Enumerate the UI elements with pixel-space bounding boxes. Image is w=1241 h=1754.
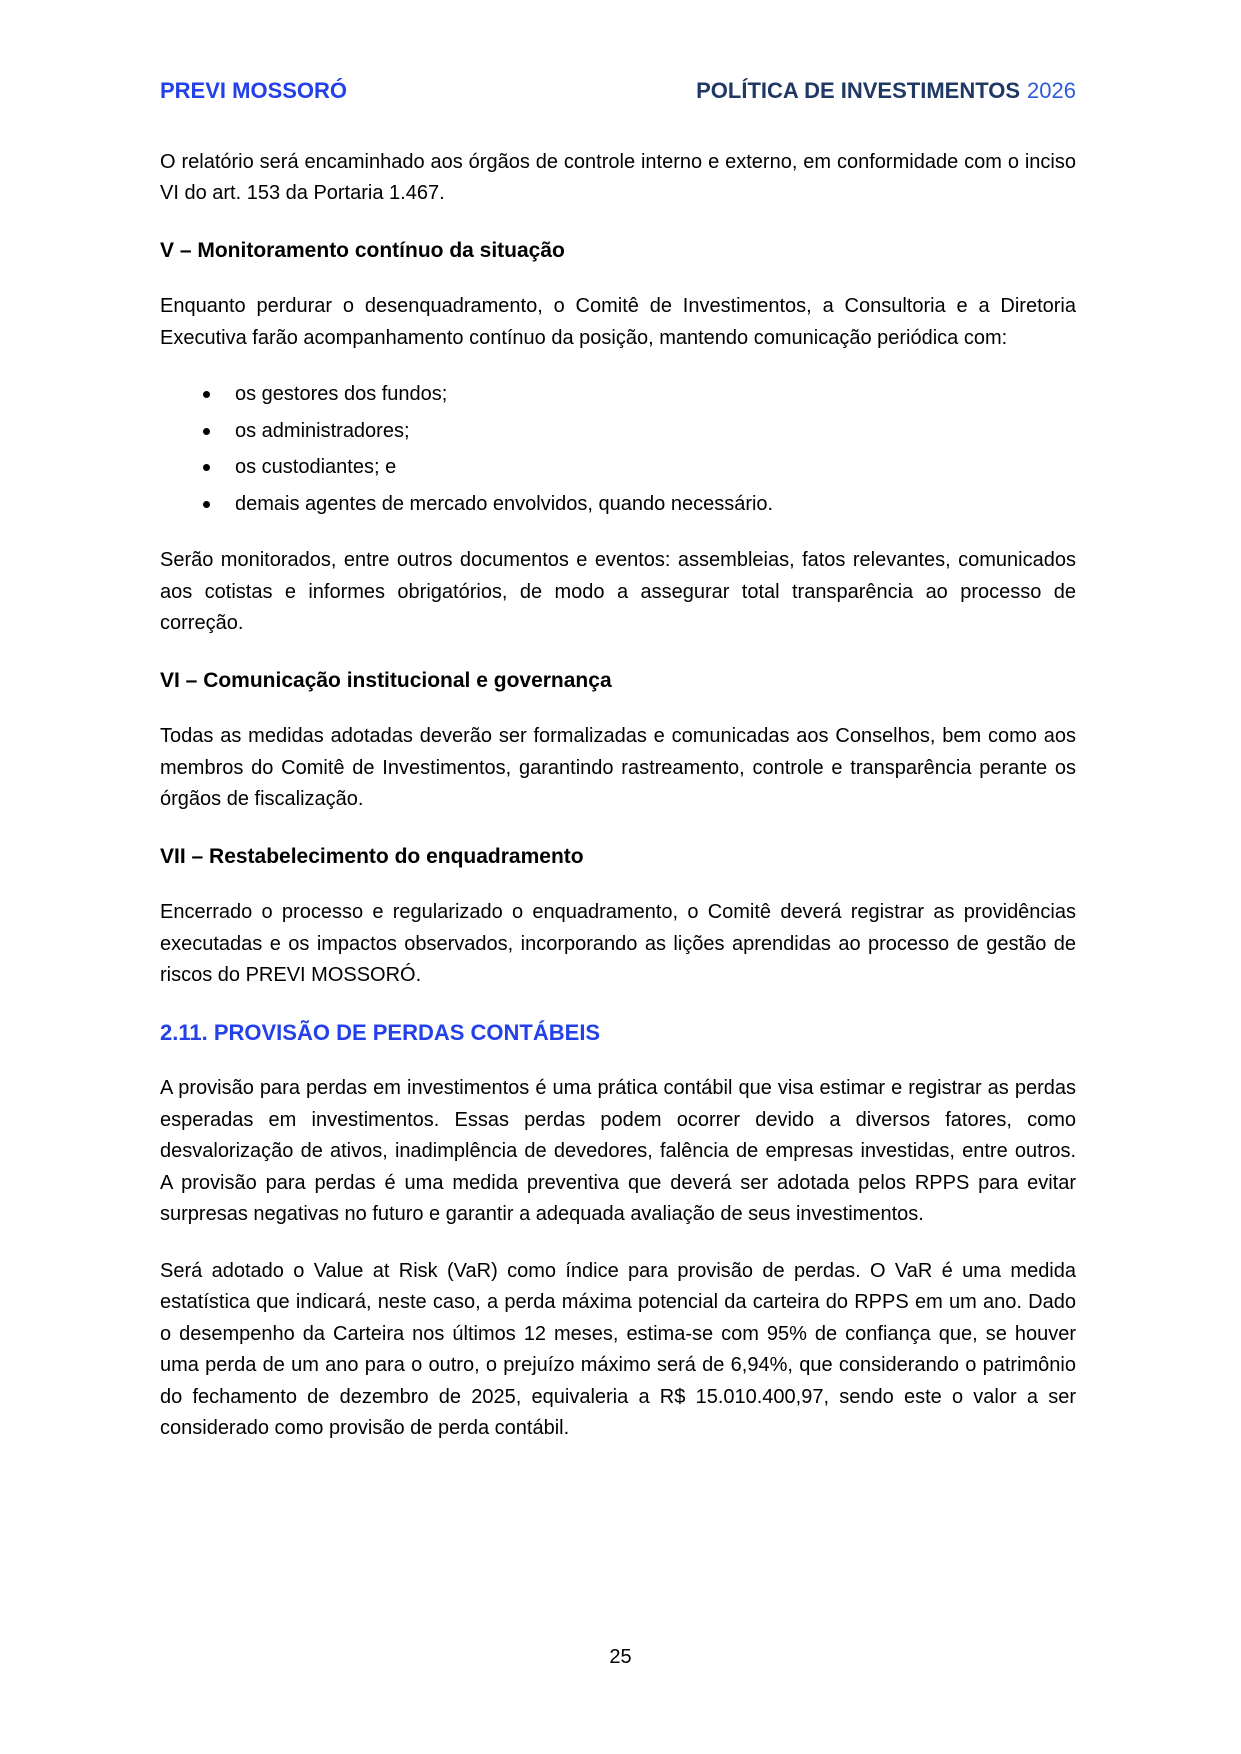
heading-section-vi: VI – Comunicação institucional e governança xyxy=(160,668,612,692)
monitoring-contacts-list xyxy=(160,379,1076,520)
paragraph-reestablishment: Encerrado o processo e regularizado o enquadramento, o Comitê deverá registrar as providências executadas e os impactos observados, incorporando as lições aprendidas ao processo de gestão de riscos do PREVI MOSSORÓ. xyxy=(160,901,1076,986)
list-item-administrators xyxy=(203,416,1076,448)
list-item-other-agents xyxy=(203,489,1076,521)
document-title-group xyxy=(696,75,1076,107)
paragraph-institutional-communication: Todas as medidas adotadas deverão ser formalizadas e comunicadas aos Conselhos, bem como aos membros do Comitê de Investimentos, garantindo rastreamento, controle e transparência perante os órgãos de fiscalização. xyxy=(160,725,1076,810)
bullet-icon xyxy=(203,428,210,435)
page-content xyxy=(160,75,1076,1470)
paragraph-monitored-events: Serão monitorados, entre outros documentos e eventos: assembleias, fatos relevantes, comunicados aos cotistas e informes obrigatórios, de modo a assegurar total transparência ao processo de correção. xyxy=(160,549,1076,634)
organization-title: PREVI MOSSORÓ xyxy=(160,78,348,103)
heading-section-vii: VII – Restabelecimento do enquadramento xyxy=(160,844,584,868)
paragraph-provision-intro: A provisão para perdas em investimentos é uma prática contábil que visa estimar e registrar as perdas esperadas em investimentos. Essas perdas podem ocorrer devido a diversos fatores, como desvalorização de ativos, inadimplência de devedores, falência de empresas investidas, entre outros. A provisão para perdas é uma medida preventiva que deverá ser adotada pelos RPPS para evitar surpresas negativas no futuro e garantir a adequada avaliação de seus investimentos. xyxy=(160,1077,1076,1225)
bullet-icon xyxy=(203,391,210,398)
paragraph-monitoring-intro: Enquanto perdurar o desenquadramento, o Comitê de Investimentos, a Consultoria e a Diretoria Executiva farão acompanhamento contínuo da posição, mantendo comunicação periódica com: xyxy=(160,295,1076,349)
paragraph-report-forwarding: O relatório será encaminhado aos órgãos de controle interno e externo, em conformidade com o inciso VI do art. 153 da Portaria 1.467. xyxy=(160,150,1076,204)
list-item-custodians xyxy=(203,452,1076,484)
bullet-icon xyxy=(203,501,210,508)
list-item-label: os administradores; xyxy=(235,419,410,442)
document-title: POLÍTICA DE INVESTIMENTOS xyxy=(696,78,1021,103)
list-item-fund-managers xyxy=(203,379,1076,411)
page-body xyxy=(160,147,1076,1445)
heading-section-v: V – Monitoramento contínuo da situação xyxy=(160,238,565,262)
document-year: 2026 xyxy=(1027,78,1076,103)
page-number: 25 xyxy=(609,1646,632,1668)
heading-section-2-11: 2.11. PROVISÃO DE PERDAS CONTÁBEIS xyxy=(160,1019,601,1045)
list-item-label: demais agentes de mercado envolvidos, quando necessário. xyxy=(235,492,774,515)
list-item-label: os gestores dos fundos; xyxy=(235,383,448,405)
page-footer xyxy=(0,1642,1241,1674)
page-header xyxy=(160,75,1076,107)
paragraph-var-provision: Será adotado o Value at Risk (VaR) como índice para provisão de perdas. O VaR é uma medida estatística que indicará, neste caso, a perda máxima potencial da carteira do RPPS em um ano. Dado o desempenho da Carteira nos últimos 12 meses, estima-se com 95% de confiança que, se houver uma perda de um ano para o outro, o prejuízo máximo será de 6,94%, que considerando o patrimônio do fechamento de dezembro de 2025, equivaleria a R$ 15.010.400,97, sendo este o valor a ser considerado como provisão de perda contábil. xyxy=(160,1259,1076,1439)
list-item-label: os custodiantes; e xyxy=(235,456,397,478)
bullet-icon xyxy=(203,464,210,471)
